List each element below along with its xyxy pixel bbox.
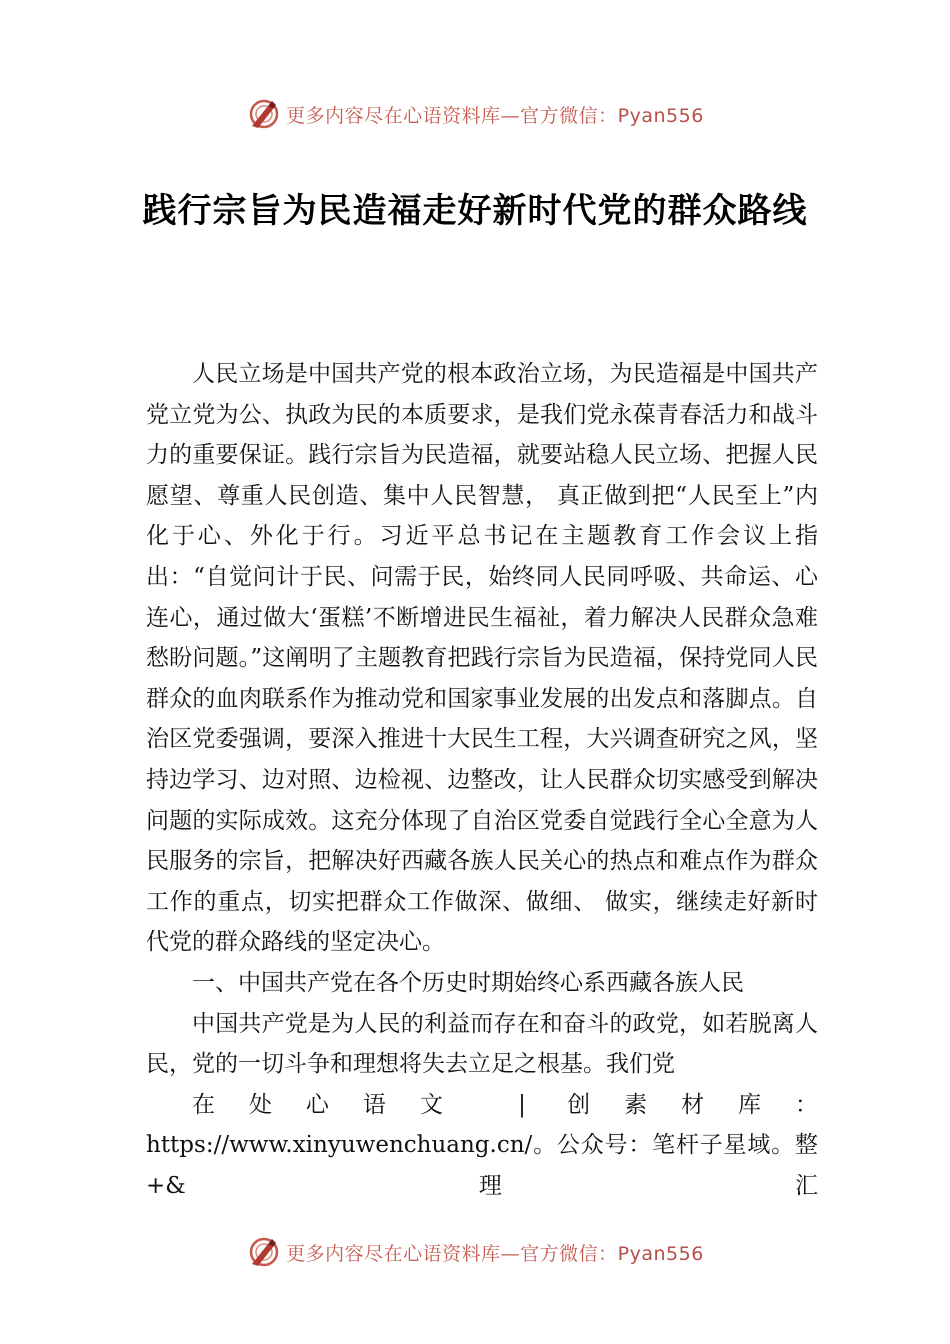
wechat-id: Pyan556 [617, 1242, 704, 1265]
document-title: 践行宗旨为民造福走好新时代党的群众路线 [142, 191, 808, 231]
pen-nib-logo-icon [246, 96, 282, 132]
pen-nib-logo-icon [246, 1234, 282, 1270]
header-banner [0, 92, 950, 136]
body-paragraph-2: 中国共产党是为人民的利益而存在和奋斗的政党，如若脱离人民，党的一切斗争和理想将失去立足之根基。我们党 [146, 1010, 818, 1078]
document-body [146, 354, 818, 1206]
footer-banner [0, 1230, 950, 1274]
watermark-line: 在处心语文 | 创素材库：https://www.xinyuwenchuang.cn/。公众号：笔杆子星域。整+&理汇 [146, 1091, 818, 1199]
wechat-id: Pyan556 [617, 104, 704, 127]
footer-banner-text: 更多内容尽在心语资料库—官方微信：Pyan556 [286, 1242, 704, 1265]
body-paragraph-1: 人民立场是中国共产党的根本政治立场，为民造福是中国共产党立党为公、执政为民的本质要求，是我们党永葆青春活力和战斗力的重要保证。践行宗旨为民造福，就要站稳人民立场、把握人民愿望、尊重人民创造、集中人民智慧， 真正做到把“人民至上”内化于心、外化于行。习近平总书记在主题教育工作会议上指出：“自觉问计于民、问需于民，始终同人民同呼吸、共命运、心连心，通过做大‘蛋糕’不断增进民生福祉，着力解决人民群众急难愁盼问题。”这阐明了主题教育把践行宗旨为民造福，保持党同人民群众的血肉联系作为推动党和国家事业发展的出发点和落脚点。自治区党委强调，要深入推进十大民生工程，大兴调查研究之风，坚持边学习、边对照、边检视、边整改，让人民群众切实感受到解决问题的实际成效。这充分体现了自治区党委自觉践行全心全意为人民服务的宗旨，把解决好西藏各族人民关心的热点和难点作为群众工作的重点，切实把群众工作做深、做细、 做实，继续走好新时代党的群众路线的坚定决心。 [146, 361, 818, 956]
header-banner-text: 更多内容尽在心语资料库—官方微信：Pyan556 [286, 104, 704, 127]
section-heading-1: 一、中国共产党在各个历史时期始终心系西藏各族人民 [192, 969, 744, 996]
